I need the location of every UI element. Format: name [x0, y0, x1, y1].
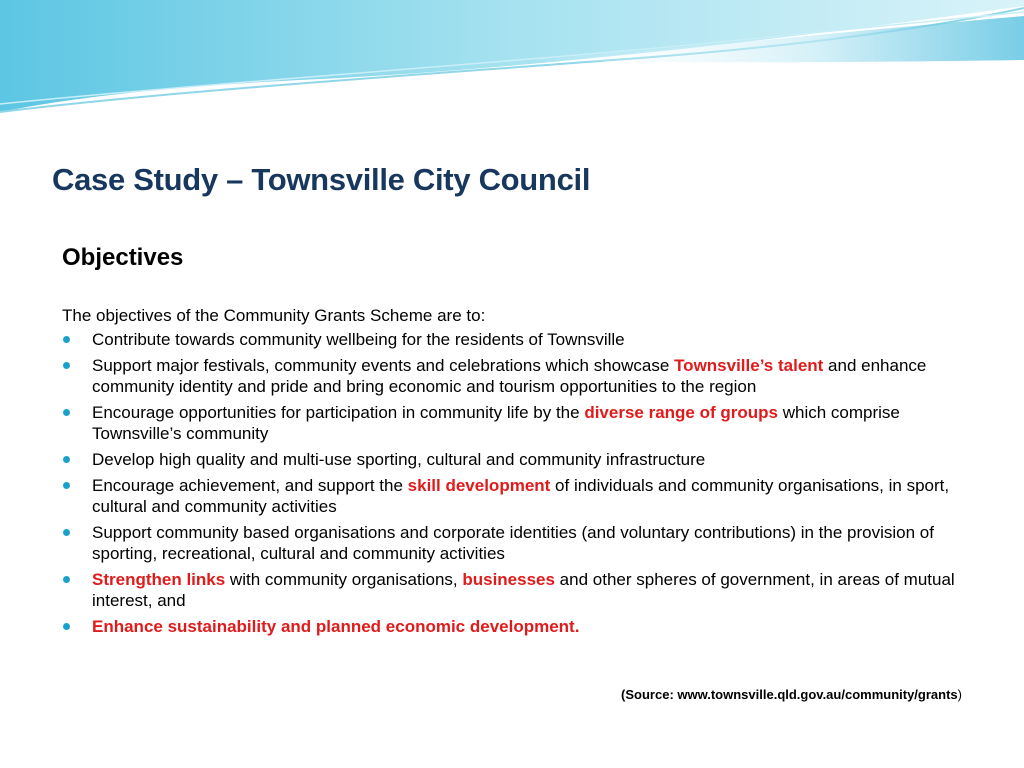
highlighted-text: skill development [407, 476, 551, 495]
source-citation [621, 687, 962, 702]
objective-list-item [62, 475, 962, 517]
bullet-text: Support major festivals, community events and celebrations which showcase [92, 356, 675, 375]
bullet-text: Support community based organisations and corporate identities (and voluntary contributions) in the provision of sporting, recreational, cultural and community activities [92, 523, 934, 563]
highlighted-text: businesses [462, 570, 555, 589]
objective-list-item [62, 329, 962, 350]
slide-title: Case Study – Townsville City Council [52, 162, 591, 197]
objective-list-item [62, 616, 962, 637]
section-heading: Objectives [62, 244, 184, 271]
highlighted-text: Townsville’s talent [674, 356, 824, 375]
bullet-text: with community organisations, [225, 570, 463, 589]
bullet-text: Encourage achievement, and support the [92, 476, 408, 495]
source-text: (Source: www.townsville.qld.gov.au/community/grants [621, 687, 958, 702]
objective-list-item [62, 569, 962, 611]
objective-list-item [62, 522, 962, 564]
bullet-text: and other spheres of government, in areas of mutual interest, and [92, 570, 955, 610]
bullet-text: Develop high quality and multi-use sporting, cultural and community infrastructure [92, 450, 706, 469]
highlighted-text: Enhance sustainability and planned economic development. [92, 617, 580, 636]
bullet-text: of individuals and community organisations, in sport, cultural and community activities [92, 476, 950, 516]
highlighted-text: diverse range of groups [584, 403, 778, 422]
objectives-list [62, 329, 962, 642]
objective-list-item [62, 449, 962, 470]
intro-text: The objectives of the Community Grants Scheme are to: [62, 306, 486, 325]
highlighted-text: Strengthen links [92, 570, 226, 589]
bullet-text: which comprise Townsville’s community [92, 403, 900, 443]
bullet-text: Encourage opportunities for participation in community life by the [92, 403, 585, 422]
objective-list-item [62, 402, 962, 444]
decorative-wave-header [0, 0, 1024, 120]
source-close-paren: ) [957, 687, 962, 702]
objective-list-item [62, 355, 962, 397]
bullet-text: Contribute towards community wellbeing for the residents of Townsville [92, 330, 625, 349]
bullet-text: and enhance community identity and pride and bring economic and tourism opportunities to the region [92, 356, 927, 396]
